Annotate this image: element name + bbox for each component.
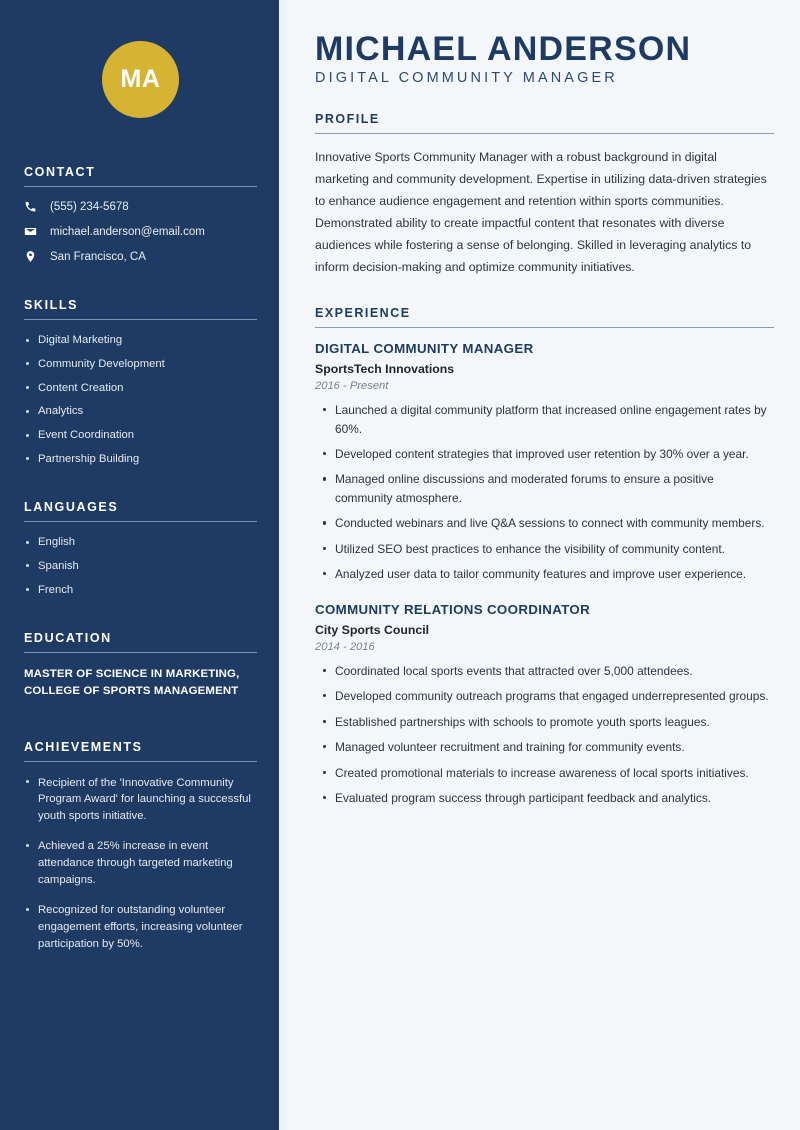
profile-heading: PROFILE — [315, 112, 380, 127]
achievements-section — [24, 740, 257, 953]
languages-divider — [24, 521, 257, 522]
contact-phone-value: (555) 234-5678 — [50, 200, 129, 213]
achievements-heading: ACHIEVEMENTS — [24, 739, 143, 754]
list-item: Created promotional materials to increase awareness of local sports initiatives. — [315, 764, 774, 782]
list-item: Spanish — [24, 559, 257, 574]
list-item: Content Creation — [24, 381, 257, 396]
list-item: Evaluated program success through participant feedback and analytics. — [315, 789, 774, 807]
job-bullet-list — [315, 662, 774, 808]
list-item: English — [24, 535, 257, 550]
contact-location-value: San Francisco, CA — [50, 250, 146, 263]
achievements-list — [24, 775, 257, 953]
list-item: Achieved a 25% increase in event attendance through targeted marketing campaigns. — [24, 838, 257, 889]
experience-heading: EXPERIENCE — [315, 305, 411, 320]
profile-text: Innovative Sports Community Manager with a robust background in digital marketing and community development. Expertise in utilizing data-driven strategies to enhance audience engagement and retention within sports communities. Demonstrated ability to create impactful content that resonates with diverse audiences while fostering a sense of belonging. Skilled in leveraging analytics to inform decision-making and optimize community initiatives. — [315, 150, 767, 274]
list-item: Established partnerships with schools to promote youth sports leagues. — [315, 713, 774, 731]
avatar: MA — [102, 41, 179, 118]
job-dates: 2014 - 2016 — [315, 640, 375, 653]
skills-heading: SKILLS — [24, 298, 79, 312]
languages-section — [24, 500, 257, 598]
contact-heading: CONTACT — [24, 165, 96, 179]
sidebar — [0, 0, 279, 1130]
list-item: Conducted webinars and live Q&A sessions to connect with community members. — [315, 514, 774, 532]
envelope-icon — [24, 225, 43, 238]
profile-divider — [315, 133, 774, 134]
profile-section — [315, 112, 774, 279]
languages-heading: LANGUAGES — [24, 500, 119, 514]
experience-entry — [315, 341, 774, 584]
experience-divider — [315, 327, 774, 328]
avatar-container — [24, 0, 257, 118]
list-item: Analyzed user data to tailor community features and improve user experience. — [315, 565, 774, 583]
job-bullet-list — [315, 401, 774, 584]
education-entry: MASTER OF SCIENCE IN MARKETING, COLLEGE OF SPORTS MANAGEMENT — [24, 667, 240, 697]
list-item: Partnership Building — [24, 452, 257, 467]
skills-list — [24, 333, 257, 467]
experience-section — [315, 306, 774, 808]
education-section — [24, 631, 257, 700]
list-item: Recognized for outstanding volunteer engagement efforts, increasing volunteer participation by 50%. — [24, 902, 257, 953]
education-divider — [24, 652, 257, 653]
contact-location[interactable] — [24, 250, 257, 263]
list-item: Launched a digital community platform that increased online engagement rates by 60%. — [315, 401, 774, 438]
contact-email-value: michael.anderson@email.com — [50, 225, 205, 238]
page-title: MICHAEL ANDERSON — [315, 30, 692, 68]
job-dates: 2016 - Present — [315, 380, 389, 393]
contact-list — [24, 200, 257, 263]
job-company: City Sports Council — [315, 622, 430, 637]
education-heading: EDUCATION — [24, 630, 112, 645]
list-item: Managed online discussions and moderated forums to ensure a positive community atmosphere. — [315, 470, 774, 507]
list-item: Digital Marketing — [24, 333, 257, 348]
contact-email[interactable] — [24, 225, 257, 238]
skills-section — [24, 298, 257, 467]
main-content — [287, 0, 800, 1130]
job-title: DIGITAL COMMUNITY MANAGER — [315, 341, 534, 357]
list-item: Recipient of the 'Innovative Community Program Award' for launching a successful youth sports initiative. — [24, 775, 257, 826]
job-company: SportsTech Innovations — [315, 362, 455, 377]
contact-divider — [24, 186, 257, 187]
list-item: French — [24, 583, 257, 598]
list-item: Coordinated local sports events that attracted over 5,000 attendees. — [315, 662, 774, 680]
list-item: Managed volunteer recruitment and training for community events. — [315, 738, 774, 756]
languages-list — [24, 535, 257, 598]
experience-entry — [315, 602, 774, 808]
list-item: Developed content strategies that improved user retention by 30% over a year. — [315, 445, 774, 463]
list-item: Utilized SEO best practices to enhance the visibility of community content. — [315, 540, 774, 558]
professional-title: DIGITAL COMMUNITY MANAGER — [315, 70, 618, 87]
achievements-divider — [24, 761, 257, 762]
list-item: Event Coordination — [24, 428, 257, 443]
contact-phone[interactable] — [24, 200, 257, 213]
map-pin-icon — [24, 250, 43, 263]
list-item: Developed community outreach programs that engaged underrepresented groups. — [315, 687, 774, 705]
phone-icon — [24, 200, 43, 213]
list-item: Analytics — [24, 404, 257, 419]
skills-divider — [24, 319, 257, 320]
job-title: COMMUNITY RELATIONS COORDINATOR — [315, 601, 591, 617]
contact-section — [24, 165, 257, 263]
sidebar-gap-strip — [279, 0, 287, 1130]
list-item: Community Development — [24, 357, 257, 372]
